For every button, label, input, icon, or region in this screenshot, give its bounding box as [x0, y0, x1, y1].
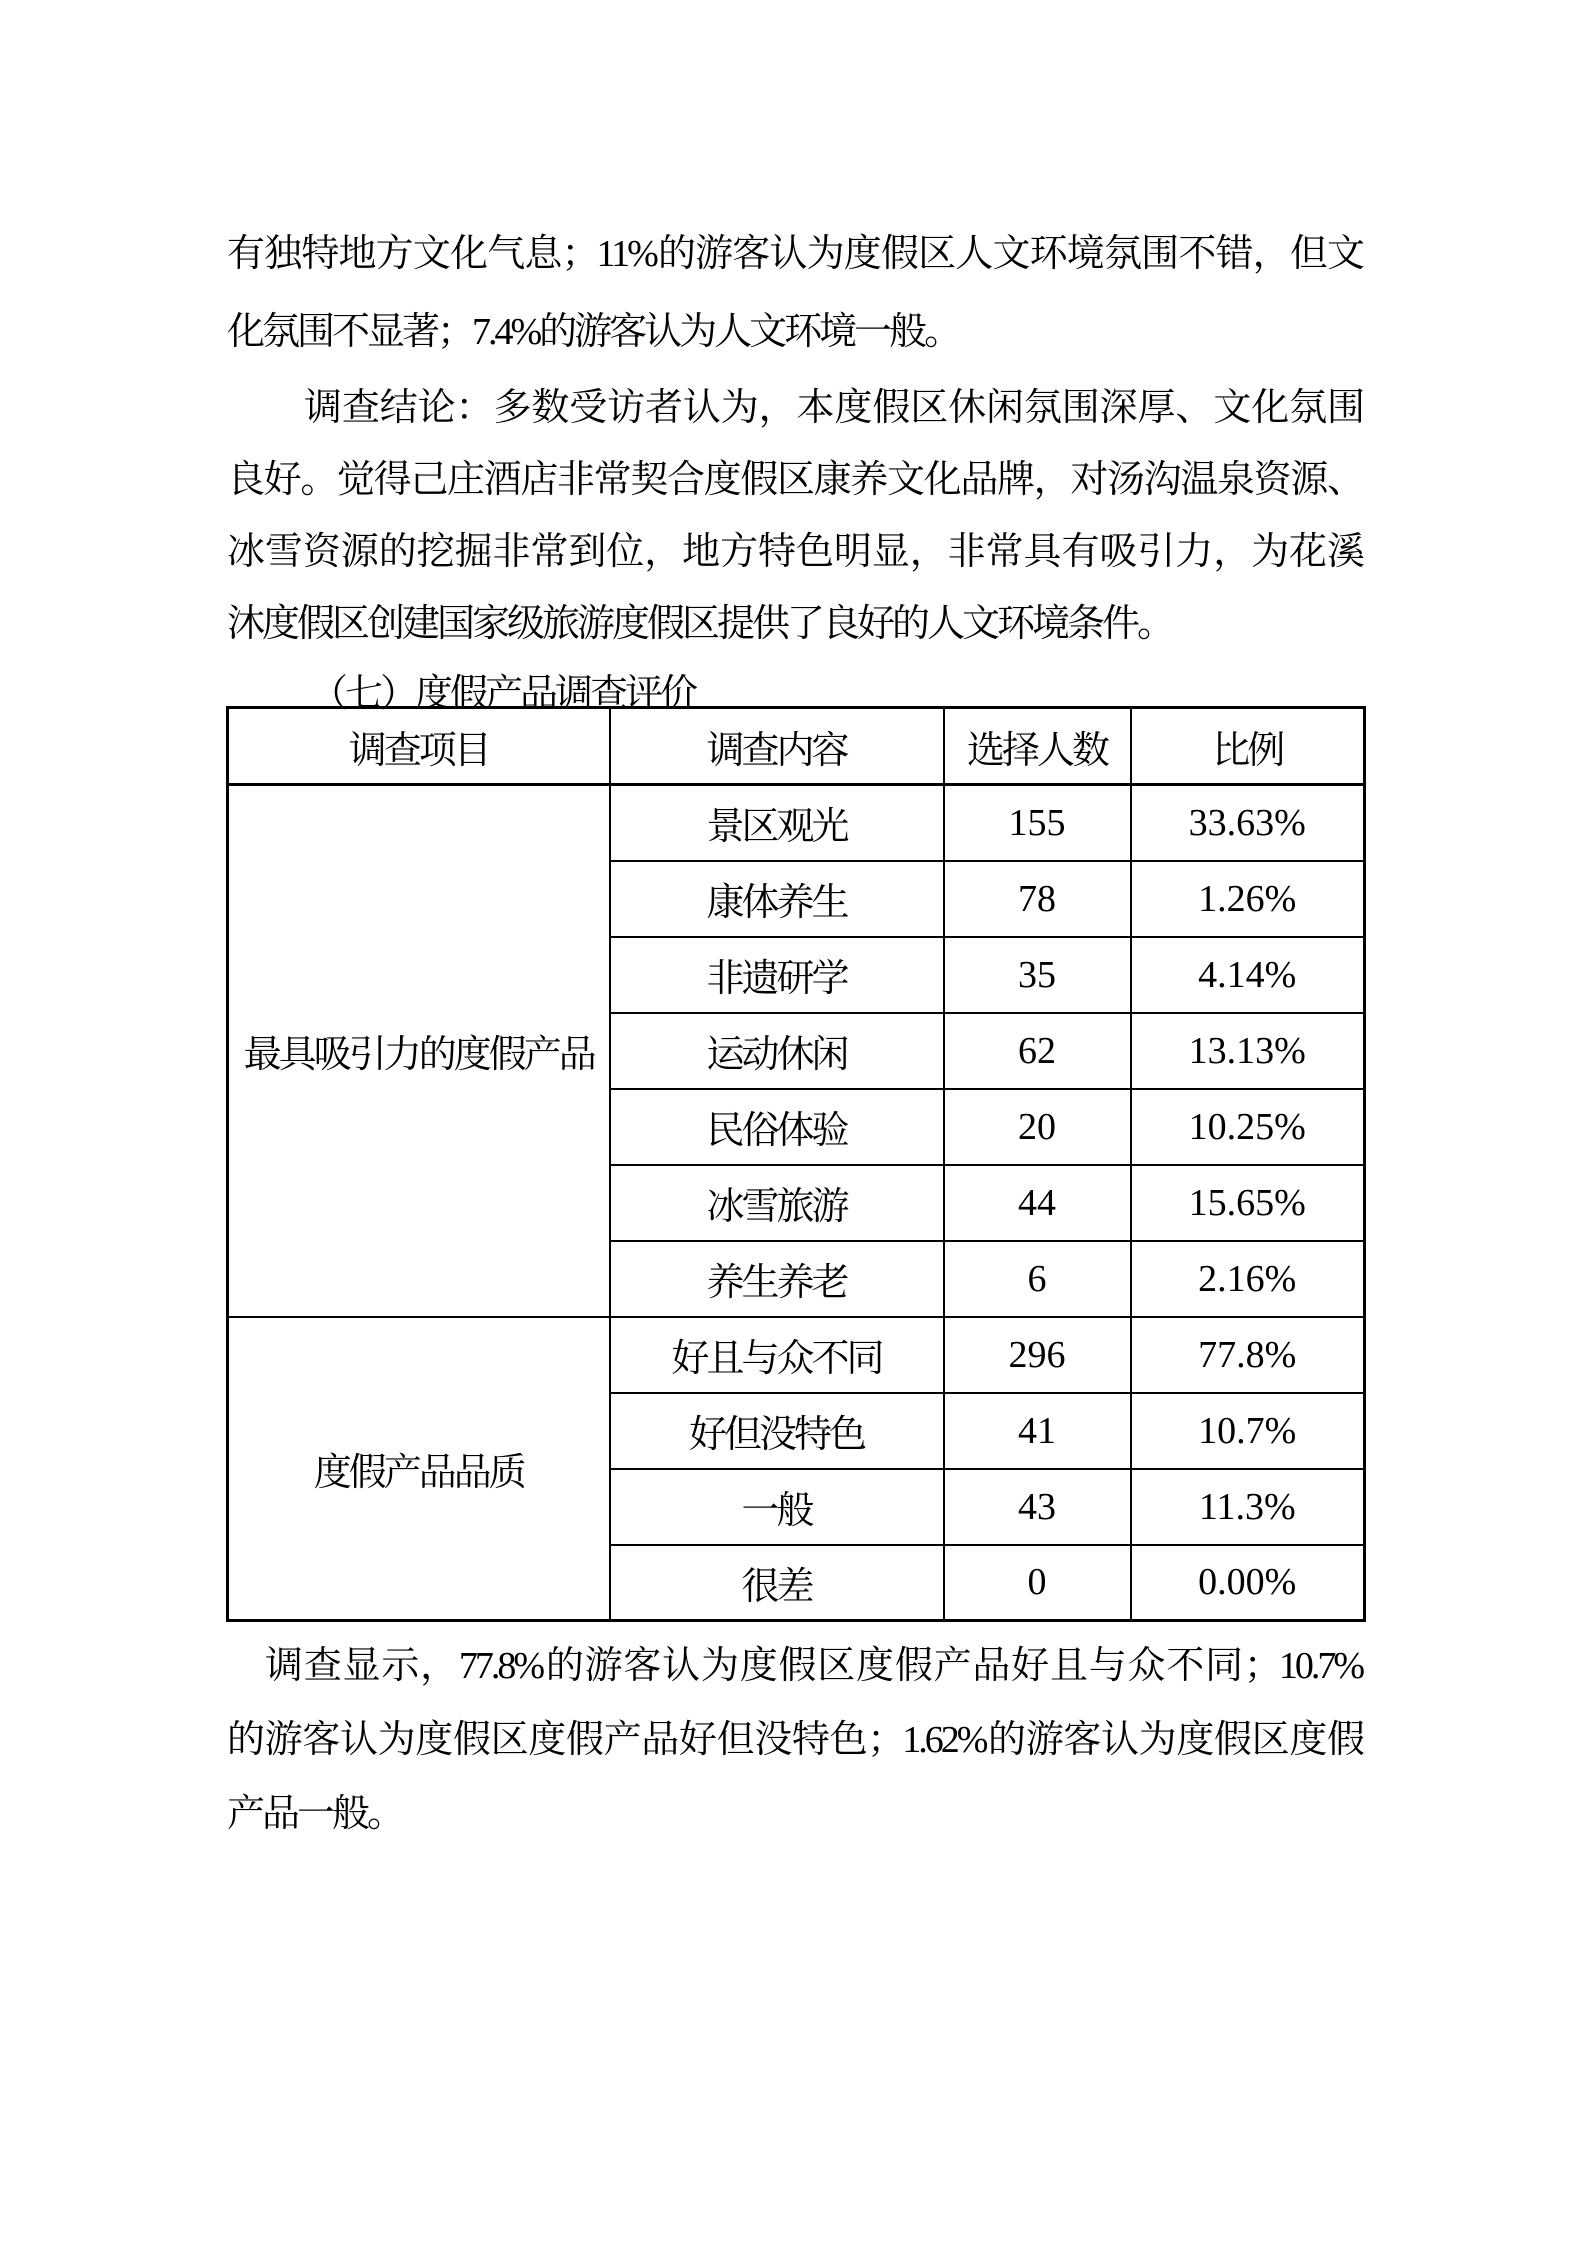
body-paragraph-2 [227, 372, 1362, 660]
table-cell-ratio: 33.63% [1131, 785, 1365, 861]
table-row [228, 1317, 1365, 1393]
table-header-count: 选择人数 [944, 708, 1131, 785]
table-cell-content: 民俗体验 [610, 1089, 944, 1165]
table-cell-content: 一般 [610, 1469, 944, 1545]
table-cell-section-item: 最具吸引力的度假产品 [228, 785, 610, 1317]
table-cell-content: 运动休闲 [610, 1013, 944, 1089]
table-cell-ratio: 10.25% [1131, 1089, 1365, 1165]
table-cell-count: 62 [944, 1013, 1131, 1089]
paragraph-line: 调查结论：多数受访者认为，本度假区休闲氛围深厚、文化氛围 [304, 387, 1362, 429]
table-cell-count: 6 [944, 1241, 1131, 1317]
table-row [228, 785, 1365, 861]
table-cell-section-item: 度假产品品质 [228, 1317, 610, 1621]
table-header-item: 调查项目 [228, 708, 610, 785]
table-cell-content: 好但没特色 [610, 1393, 944, 1469]
paragraph-line: 化氛围不显著；7.4%的游客认为人文环境一般。 [227, 311, 960, 353]
body-paragraph-1 [227, 215, 1362, 371]
paragraph-line: 调查显示，77.8%的游客认为度假区度假产品好且与众不同；10.7% [265, 1645, 1362, 1687]
table-cell-count: 44 [944, 1165, 1131, 1241]
table-cell-count: 43 [944, 1469, 1131, 1545]
paragraph-line: 沐度假区创建国家级旅游度假区提供了良好的人文环境条件。 [227, 603, 1173, 645]
table-cell-ratio: 13.13% [1131, 1013, 1365, 1089]
paragraph-line: 冰雪资源的挖掘非常到位，地方特色明显，非常具有吸引力，为花溪 [227, 531, 1362, 573]
body-paragraph-3 [227, 1629, 1362, 1851]
table-cell-count: 78 [944, 861, 1131, 937]
table-cell-count: 0 [944, 1545, 1131, 1621]
table-cell-content: 好且与众不同 [610, 1317, 944, 1393]
paragraph-line: 有独特地方文化气息；11%的游客认为度假区人文环境氛围不错，但文 [227, 233, 1362, 275]
table-cell-ratio: 15.65% [1131, 1165, 1365, 1241]
table-cell-ratio: 0.00% [1131, 1545, 1365, 1621]
table-cell-ratio: 11.3% [1131, 1469, 1365, 1545]
table-cell-count: 20 [944, 1089, 1131, 1165]
paragraph-line: 良好。觉得己庄酒店非常契合度假区康养文化品牌，对汤沟温泉资源、 [227, 459, 1362, 501]
table-header-row [228, 708, 1365, 785]
table-header-ratio: 比例 [1131, 708, 1365, 785]
table-cell-content: 冰雪旅游 [610, 1165, 944, 1241]
table-cell-ratio: 77.8% [1131, 1317, 1365, 1393]
survey-table [226, 706, 1366, 1622]
paragraph-line: 的游客认为度假区度假产品好但没特色；1.62%的游客认为度假区度假 [227, 1719, 1362, 1761]
table-header-content: 调查内容 [610, 708, 944, 785]
table-cell-content: 康体养生 [610, 861, 944, 937]
table-cell-ratio: 10.7% [1131, 1393, 1365, 1469]
table-cell-content: 养生养老 [610, 1241, 944, 1317]
table-cell-count: 35 [944, 937, 1131, 1013]
paragraph-line: 产品一般。 [227, 1793, 403, 1835]
section-heading-text: （七）度假产品调查评价 [310, 673, 696, 715]
table-cell-content: 非遗研学 [610, 937, 944, 1013]
table-cell-count: 41 [944, 1393, 1131, 1469]
table-cell-count: 296 [944, 1317, 1131, 1393]
table-cell-ratio: 4.14% [1131, 937, 1365, 1013]
table-cell-content: 很差 [610, 1545, 944, 1621]
table-cell-content: 景区观光 [610, 785, 944, 861]
table-cell-ratio: 2.16% [1131, 1241, 1365, 1317]
table-cell-ratio: 1.26% [1131, 861, 1365, 937]
table-cell-count: 155 [944, 785, 1131, 861]
